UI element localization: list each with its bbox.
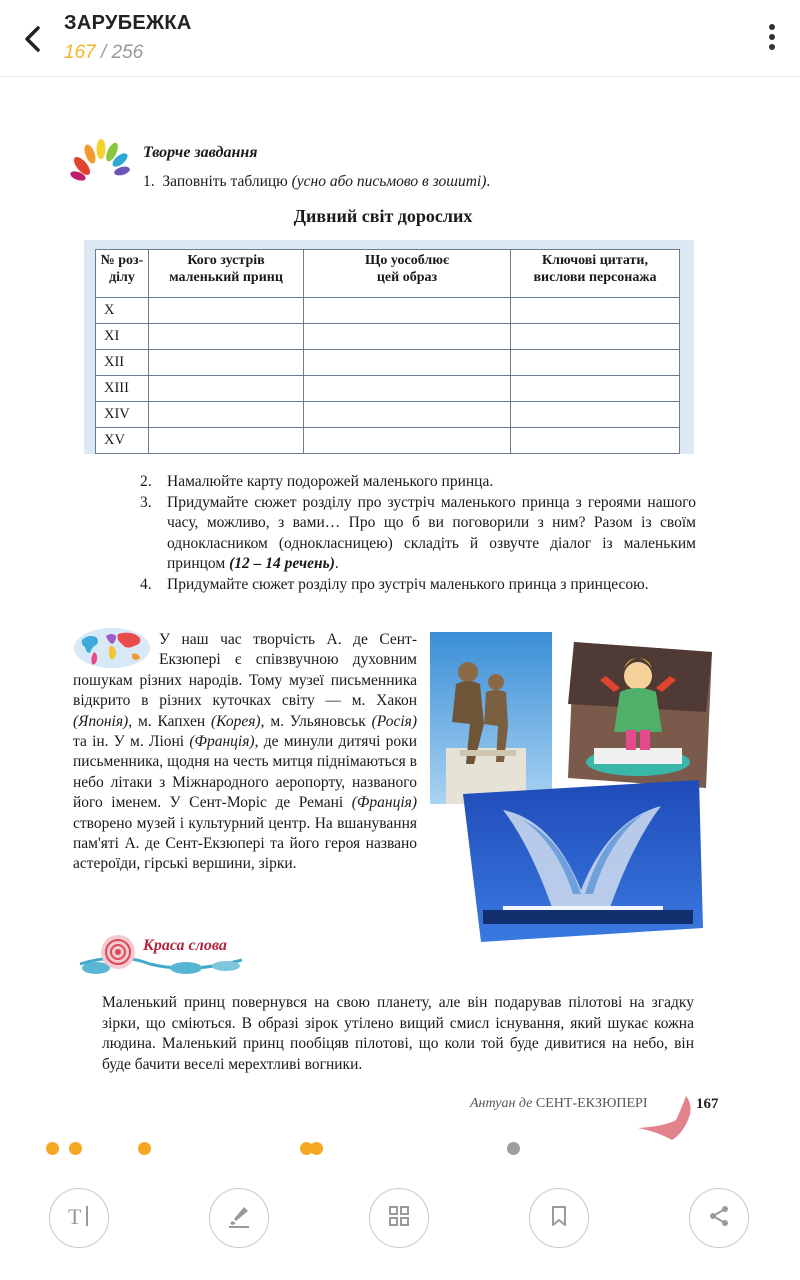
empty-cell [511,428,680,454]
more-options-icon[interactable] [762,24,782,54]
task-2 [140,472,696,493]
share-button[interactable] [689,1188,749,1248]
empty-cell [149,324,304,350]
colorful-leaves-icon [70,138,132,184]
page-counter [64,42,143,64]
task-3-end: . [334,555,339,572]
table-header-row [96,250,680,298]
total-pages: 256 [111,42,144,63]
task-list [140,472,696,595]
grid-icon [386,1203,412,1234]
header-key-quotes-text: Ключові цитати, вислови персонажа [533,253,657,285]
author-last: СЕНТ-ЕКЗЮПЕРІ [535,1096,648,1111]
country-japan: (Японія) [73,712,129,730]
empty-cell [511,350,680,376]
book-title: ЗАРУБЕЖКА [64,12,192,34]
bookmark-dot[interactable] [69,1142,82,1155]
page-separator: / [95,42,112,63]
empty-cell [304,350,511,376]
pages-grid-button[interactable] [369,1188,429,1248]
fox-tail-ornament-icon [636,1094,696,1140]
creative-task-title: Творче завдання [143,144,258,161]
chapter-cell: XV [96,428,149,454]
empty-cell [304,298,511,324]
task-3-text: Придумайте сюжет розділу про зустріч маленького принца з героями нашого часу, можливо, з вами… Про що б ви поговорили з ним? Разом із своїм однокласником (однокласницею) складіть й озвучте діалог із маленьким принцом [167,493,696,572]
task-1-text: Заповніть таблицю [162,173,292,190]
task-4-text: Придумайте сюжет розділу про зустріч маленького принца з принцесою. [167,575,649,593]
museum-text-3: , м. Ульяновськ [260,712,372,730]
chapter-cell: XI [96,324,149,350]
lyon-airport-photo [463,780,703,942]
task-1-end: . [486,173,491,190]
header-who-met-text: Кого зустрів маленький принц [169,253,283,285]
country-france: (Франція) [189,733,255,751]
task-1-note: (усно або письмово в зошиті) [291,173,487,190]
empty-cell [511,376,680,402]
table-title: Дивний світ дорослих [293,206,473,226]
bookmark-button[interactable] [529,1188,589,1248]
empty-cell [304,376,511,402]
museum-text-4: та ін. У м. Ліоні [73,733,190,751]
country-korea: (Корея) [210,712,261,730]
task-3-number: 3. [140,493,152,511]
header-key-quotes [511,250,680,298]
top-bar [0,0,800,77]
bottom-toolbar [0,1178,800,1268]
task-2-number: 2. [140,473,152,490]
svg-text:T: T [68,1203,82,1229]
chapter-cell: XIII [96,376,149,402]
share-icon [706,1203,732,1234]
text-settings-button[interactable] [49,1188,109,1248]
empty-cell [304,402,511,428]
chapter-cell: XIV [96,402,149,428]
empty-cell [304,324,511,350]
empty-cell [149,298,304,324]
empty-cell [511,324,680,350]
back-arrow-icon[interactable] [18,22,48,56]
header-chapter-text: № роз- ділу [100,253,144,285]
chapter-cell: XII [96,350,149,376]
header-who-met [149,250,304,298]
current-page: 167 [64,42,96,63]
bookmark-icon [546,1203,572,1234]
saint-exupery-statue-photo [430,632,552,804]
table-row [96,324,680,350]
task-3-emphasis: (12 – 14 речень) [229,555,335,572]
table-row [96,428,680,454]
task-2-text: Намалюйте карту подорожей маленького принца. [167,473,494,490]
empty-cell [304,428,511,454]
beauty-paragraph: Маленький принц повернувся на свою планету, але він подарував пілотові на згадку зірки, що сміються. В образі зірок утілено вищий смисл існування, який шукає кожна людина. Маленький принц пообіцяв пілотові, що коли той буде дивитися на небо, він буде бачити веселі мерехтливі вогники. [102,994,694,1073]
task-1-number: 1. [143,173,155,190]
museum-text-5: , де минули дитячі роки письменника, щодня на честь митця піднімаються в небо літаки з Міжнародного аеропорту, названого його іменем. У Сент-Моріс де Ремані [73,733,417,812]
empty-cell [149,350,304,376]
book-page-number: 167 [696,1096,719,1112]
country-france-2: (Франція) [351,794,417,812]
world-map-icon [72,626,152,670]
table-frame [84,240,694,454]
empty-worksheet-table [95,249,680,454]
task-3 [140,493,696,575]
header-what-symbolizes [304,250,511,298]
text-format-icon [66,1203,92,1234]
museum-text-6: створено музей і культурний центр. На вшанування пам'яті А. де Сент-Екзюпері та його героя названо астероїди, гірські вершини, зірки. [73,814,417,873]
bookmark-dot[interactable] [310,1142,323,1155]
empty-cell [149,428,304,454]
current-position-dot[interactable] [507,1142,520,1155]
bookmark-progress [0,1140,800,1158]
table-row [96,350,680,376]
task-1 [143,173,490,191]
empty-cell [149,402,304,428]
table-row [96,402,680,428]
little-prince-sculpture-photo [568,642,712,788]
museum-text-1: У наш час творчість А. де Сент-Екзюпері є співзвучною духовним пошукам різних народів. Тому музеї письменника відкрито в різних куточках світу — м. Хакон [73,631,417,710]
task-4-number: 4. [140,575,152,593]
country-russia: (Росія) [371,712,417,730]
task-4 [140,575,696,596]
header-chapter [96,250,149,298]
header-what-symbolizes-text: Що уособлює цей образ [365,253,449,285]
running-footer [470,1096,648,1112]
empty-cell [149,376,304,402]
beauty-of-word-title: Краса слова [143,937,227,954]
highlight-button[interactable] [209,1188,269,1248]
task-3-body [167,493,696,575]
bookmark-dot[interactable] [46,1142,59,1155]
table-row [96,298,680,324]
museum-text-2: , м. Капхен [128,712,211,730]
empty-cell [511,298,680,324]
highlighter-icon [226,1203,252,1234]
bookmark-dot[interactable] [138,1142,151,1155]
table-row [96,376,680,402]
author-first: Антуан де [470,1096,536,1111]
empty-cell [511,402,680,428]
chapter-cell: X [96,298,149,324]
